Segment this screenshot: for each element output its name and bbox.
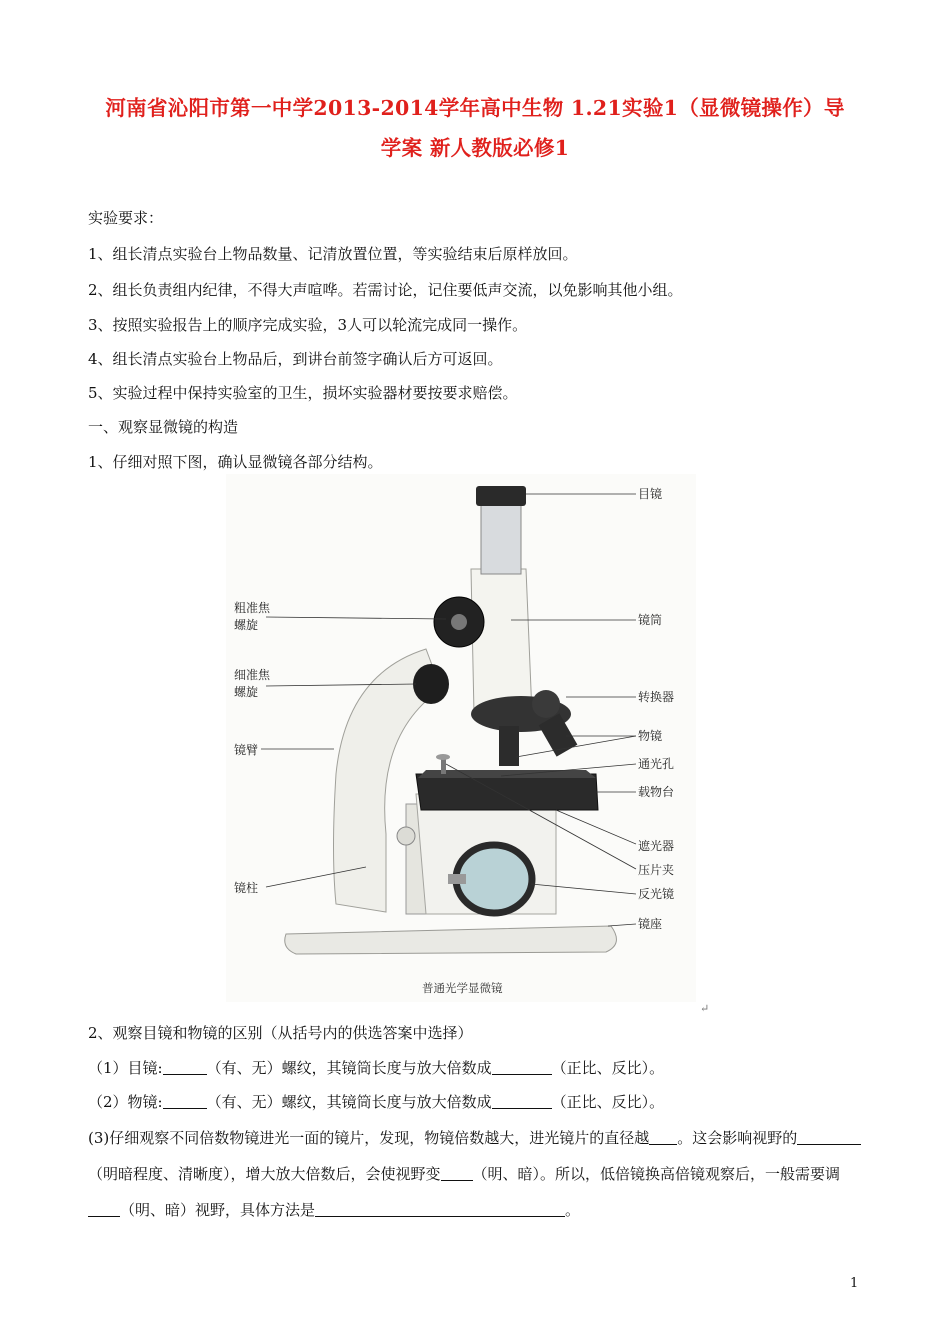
q3-part-5: （明、暗）视野，具体方法是 bbox=[120, 1201, 316, 1219]
q2-part-b: （有、无）螺纹，其镜筒长度与放大倍数成 bbox=[206, 1093, 492, 1111]
requirement-item-4: 4、组长清点实验台上物品后，到讲台前签字确认后方可返回。 bbox=[88, 350, 503, 368]
q3-blank-2[interactable] bbox=[797, 1130, 861, 1145]
q2-blank-2[interactable] bbox=[492, 1094, 552, 1109]
requirements-heading: 实验要求： bbox=[88, 209, 164, 227]
objective-a bbox=[499, 726, 519, 766]
q1-part-b: （有、无）螺纹，其镜筒长度与放大倍数成 bbox=[206, 1059, 492, 1077]
leader-diaphragm bbox=[556, 810, 636, 844]
label-aperture: 通光孔 bbox=[638, 757, 675, 771]
q2-blank-1[interactable] bbox=[163, 1094, 207, 1109]
label-diaphragm: 遮光器 bbox=[638, 839, 675, 853]
requirement-item-3: 3、按照实验报告上的顺序完成实验，3人可以轮流完成同一操作。 bbox=[88, 316, 528, 334]
leader-coarse bbox=[266, 617, 446, 619]
tube-body bbox=[471, 569, 532, 714]
q3-blank-5[interactable] bbox=[315, 1202, 565, 1217]
q3-blank-3[interactable] bbox=[441, 1166, 473, 1181]
q2-part-c: （正比、反比）。 bbox=[551, 1093, 665, 1111]
section2-step2: 2、观察目镜和物镜的区别（从括号内的供选答案中选择） bbox=[88, 1024, 473, 1042]
requirement-item-2: 2、组长负责组内纪律，不得大声喧哗。若需讨论，记住要低声交流，以免影响其他小组。 bbox=[88, 281, 683, 299]
leader-base bbox=[608, 924, 636, 926]
clip-post bbox=[441, 758, 446, 774]
label-base: 镜座 bbox=[638, 917, 663, 931]
section1-step1: 1、仔细对照下图，确认显微镜各部分结构。 bbox=[88, 453, 383, 471]
label-eyepiece: 目镜 bbox=[638, 487, 663, 501]
label-pillar: 镜柱 bbox=[234, 881, 259, 895]
leader-objective-2 bbox=[516, 736, 636, 757]
label-tube: 镜筒 bbox=[638, 613, 663, 627]
mirror-hinge bbox=[448, 874, 466, 884]
question-2 bbox=[88, 1091, 664, 1112]
q3-part-4: （明、暗）。所以，低倍镜换高倍镜观察后，一般需要调 bbox=[472, 1165, 841, 1183]
q1-blank-1[interactable] bbox=[163, 1060, 207, 1075]
requirement-item-5: 5、实验过程中保持实验室的卫生，损坏实验器材要按要求赔偿。 bbox=[88, 384, 518, 402]
label-arm: 镜臂 bbox=[234, 743, 259, 757]
q1-blank-2[interactable] bbox=[492, 1060, 552, 1075]
q3-part-3: （明暗程度、清晰度），增大放大倍数后，会使视野变 bbox=[88, 1165, 441, 1183]
objective-c bbox=[532, 690, 560, 718]
label-fine-2: 螺旋 bbox=[234, 685, 259, 699]
microscope-diagram bbox=[226, 474, 696, 1002]
q1-part-c: （正比、反比）。 bbox=[551, 1059, 665, 1077]
label-coarse-2: 螺旋 bbox=[234, 618, 259, 632]
q3-part-2: 。这会影响视野的 bbox=[677, 1129, 798, 1147]
clip-head bbox=[436, 754, 450, 760]
microscope-figure bbox=[226, 474, 696, 1002]
page-number: 1 bbox=[850, 1276, 859, 1291]
eyepiece-cap bbox=[476, 486, 526, 506]
coarse-knob-center bbox=[451, 614, 467, 630]
mirror-shape bbox=[456, 845, 532, 913]
label-clip: 压片夹 bbox=[638, 863, 675, 877]
return-mark: ↵ bbox=[700, 1002, 710, 1015]
question-1 bbox=[88, 1057, 664, 1078]
label-coarse-1: 粗准焦 bbox=[234, 601, 271, 615]
label-fine-1: 细准焦 bbox=[234, 668, 271, 682]
q2-part-a: （2）物镜: bbox=[88, 1093, 163, 1111]
label-mirror: 反光镜 bbox=[638, 887, 675, 901]
section1-heading: 一、观察显微镜的构造 bbox=[88, 418, 239, 436]
q3-blank-4[interactable] bbox=[88, 1202, 120, 1217]
figure-caption: 普通光学显微镜 bbox=[422, 981, 503, 995]
q3-blank-1[interactable] bbox=[649, 1130, 677, 1145]
label-nosepiece: 转换器 bbox=[638, 690, 675, 704]
base-shape bbox=[285, 926, 617, 954]
pillar-knob bbox=[397, 827, 415, 845]
label-stage: 载物台 bbox=[638, 785, 675, 799]
q3-part-1: (3)仔细观察不同倍数物镜进光一面的镜片，发现，物镜倍数越大，进光镜片的直径越 bbox=[88, 1129, 650, 1147]
fine-knob bbox=[413, 664, 449, 704]
q1-part-a: （1）目镜: bbox=[88, 1059, 163, 1077]
requirement-item-1: 1、组长清点实验台上物品数量、记清放置位置，等实验结束后原样放回。 bbox=[88, 245, 578, 263]
label-objective: 物镜 bbox=[638, 729, 663, 743]
stage-shape bbox=[416, 774, 598, 810]
q3-part-6: 。 bbox=[565, 1201, 581, 1219]
question-3 bbox=[88, 1120, 868, 1228]
title-line-1: 河南省沁阳市第一中学2013-2014学年高中生物 1.21实验1（显微镜操作）导 bbox=[105, 96, 845, 120]
document-title bbox=[70, 88, 880, 168]
title-line-2: 学案 新人教版必修1 bbox=[380, 136, 570, 160]
